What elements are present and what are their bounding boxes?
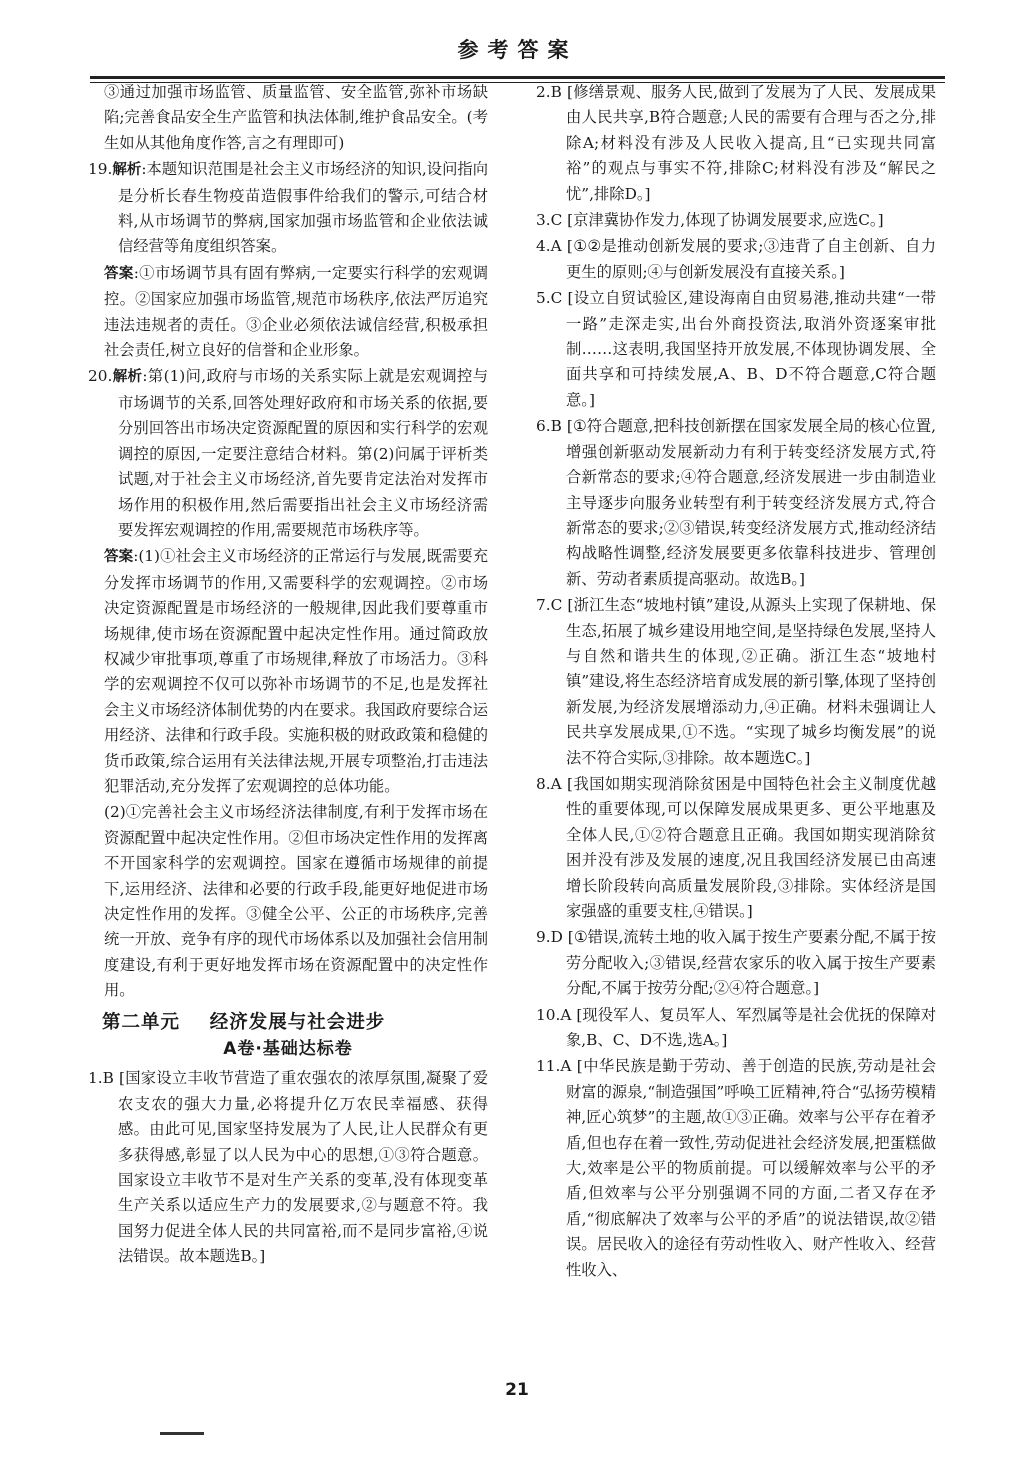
left-column (88, 80, 488, 1271)
answer-item (536, 80, 936, 207)
item-number: 1.B (88, 1069, 114, 1088)
footer-mark (160, 1432, 204, 1435)
answer-item (536, 234, 936, 285)
item-number: 9.D (536, 928, 563, 947)
item-number: 7.C (536, 596, 563, 615)
item-label: 答案 (104, 265, 134, 282)
answer-item (536, 1003, 936, 1054)
item-text: [现役军人、复员军人、军烈属等是社会优抚的保障对象,B、C、D不选,选A。] (566, 1005, 936, 1050)
answer-paragraph (88, 544, 488, 799)
item-number: 6.B (536, 417, 562, 436)
item-number: 4.A (536, 237, 562, 256)
item-text: [国家设立丰收节营造了重农强农的浓厚氛围,凝聚了爱农支农的强大力量,必将提升亿万农民幸福感、获得感。由此可见,国家坚持发展为了人民,让人民群众有更多获得感,彰显了以人民为中心的思想,①③符合题意。国家设立丰收节不是对生产关系的变革,没有体现变革生产关系以适应生产力的发展要求,②与题意不符。我国努力促进全体人民的共同富裕,而不是同步富裕,④说法错误。故本题选B。] (113, 1069, 488, 1266)
answer-paragraph (88, 800, 488, 1003)
answer-item (536, 772, 936, 924)
item-label: 解析 (112, 162, 142, 179)
item-number: 2.B (536, 83, 562, 101)
item-number: 20. (88, 367, 113, 386)
item-label: 解析 (112, 369, 143, 386)
answer-item (536, 1054, 936, 1283)
item-text: [①错误,流转土地的收入属于按生产要素分配,不属于按劳分配收入;③错误,经营农家乐的收入属于按生产要素分配,不属于按劳分配;②④符合题意。] (562, 928, 936, 998)
answer-paragraph (88, 80, 488, 156)
page-header (90, 28, 945, 88)
item-text: ③通过加强市场监管、质量监管、安全监管,弥补市场缺陷;完善食品安全生产监管和执法体制,维护食品安全。(考生如从其他角度作答,言之有理即可) (104, 83, 488, 152)
item-number: 8.A (536, 774, 562, 793)
answer-item (536, 208, 936, 233)
unit-heading: 第二单元 经济发展与社会进步 (102, 1011, 386, 1033)
item-text: [设立自贸试验区,建设海南自由贸易港,推动共建“一带一路”走深走实,出台外商投资法,取消外资逐案审批制……这表明,我国坚持开放发展,不体现协调发展、全面共享和可持续发展,A、B、D不符合题意,C符合题意。] (562, 289, 936, 409)
page-number: 21 (505, 1380, 529, 1400)
item-text: [①②是推动创新发展的要求;③违背了自主创新、自力更生的原则;④与创新发展没有直接关系。] (561, 237, 936, 281)
answer-item (88, 157, 488, 260)
answer-item (536, 286, 936, 413)
item-text: (2)①完善社会主义市场经济法律制度,有利于发挥市场在资源配置中起决定性作用。②但市场决定性作用的发挥离不开国家科学的宏观调控。国家在遵循市场规律的前提下,运用经济、法律和必要的行政手段,能更好地促进市场决定性作用的发挥。③健全公平、公正的市场秩序,完善统一开放、竞争有序的现代市场体系以及加强社会信用制度建设,有利于更好地发挥市场在资源配置中的决定性作用。 (104, 803, 488, 1000)
item-number: 10.A (536, 1005, 572, 1024)
item-number: 3.C (536, 211, 563, 230)
item-text: :第(1)问,政府与市场的关系实际上就是宏观调控与市场调节的关系,回答处理好政府和市场关系的依据,要分别回答出市场决定资源配置的原因和实行科学的宏观调控的原因,一定要注意结合材料。第(2)问属于评析类试题,对于社会主义市场经济,首先要肯定法治对发挥市场作用的积极作用,然后需要指出社会主义市场经济需要发挥宏观调控的作用,需要规范市场秩序等。 (118, 367, 489, 539)
item-number: 5.C (536, 289, 563, 308)
answer-item (88, 1066, 488, 1269)
right-column (536, 80, 936, 1284)
item-label: 答案 (104, 549, 134, 566)
item-text: [我国如期实现消除贫困是中国特色社会主义制度优越性的重要体现,可以保障发展成果更多、更公平地惠及全体人民,①②符合题意且正确。我国如期实现消除贫困并没有涉及发展的速度,况且我国经济发展已由高速增长阶段转向高质量发展阶段,③排除。实体经济是国家强盛的重要支柱,④错误。] (561, 774, 936, 920)
item-text: [浙江生态“坡地村镇”建设,从源头上实现了保耕地、保生态,拓展了城乡建设用地空间,是坚持绿色发展,坚持人与自然和谐共生的体现,②正确。浙江生态“坡地村镇”建设,将生态经济培育成发展的新引擎,体现了坚持创新发展,为经济发展增添动力,④正确。材料未强调让人民共享发展成果,①不选。“实现了城乡均衡发展”的说法不符合实际,③排除。故本题选C。] (562, 596, 936, 767)
item-text: [中华民族是勤于劳动、善于创造的民族,劳动是社会财富的源泉,“制造强国”呼唤工匠精神,符合“弘扬劳模精神,匠心筑梦”的主题,故①③正确。效率与公平存在着矛盾,但也存在着一致性,劳动促进社会经济发展,把蛋糕做大,效率是公平的物质前提。可以缓解效率与公平的矛盾,但效率与公平分别强调不同的方面,二者又存在矛盾,“彻底解决了效率与公平的矛盾”的说法错误,故②错误。居民收入的途径有劳动性收入、财产性收入、经营性收入、 (566, 1057, 936, 1279)
header-rule-thick (90, 76, 945, 79)
item-text: [修缮景观、服务人民,做到了发展为了人民、发展成果由人民共享,B符合题意;人民的需要有合理与否之分,排除A;材料没有涉及人民收入提高,且“已实现共同富裕”的观点与事实不符,排除C;材料没有涉及“解民之忧”,排除D。] (561, 83, 936, 203)
item-number: 11.A (536, 1057, 572, 1076)
header-title: 参考答案 (457, 38, 578, 62)
item-text: :①市场调节具有固有弊病,一定要实行科学的宏观调控。②国家应加强市场监管,规范市场秩序,依法严厉追究违法违规者的责任。③企业必须依法诚信经营,积极承担社会责任,树立良好的信誉和企业形象。 (104, 263, 488, 360)
unit-subheading: A卷·基础达标卷 (223, 1039, 353, 1060)
answer-item (536, 593, 936, 771)
answer-paragraph (88, 261, 488, 364)
item-text: :本题知识范围是社会主义市场经济的知识,设问指向是分析长春生物疫苗造假事件给我们的警示,可结合材料,从市场调节的弊病,国家加强市场监管和企业依法诚信经营等角度组织答案。 (118, 160, 488, 256)
item-text: :(1)①社会主义市场经济的正常运行与发展,既需要充分发挥市场调节的作用,又需要科学的宏观调控。②市场决定资源配置是市场经济的一般规律,因此我们要尊重市场规律,使市场在资源配置中起决定性作用。通过简政放权减少审批事项,尊重了市场规律,释放了市场活力。③科学的宏观调控不仅可以弥补市场调节的不足,也是发挥社会主义市场经济体制优势的内在要求。我国政府要综合运用经济、法律和行政手段。实施积极的财政政策和稳健的货币政策,综合运用有关法律法规,开展专项整治,打击违法犯罪活动,充分发挥了宏观调控的总体功能。 (104, 547, 489, 795)
item-number: 19. (88, 160, 113, 179)
answer-item (88, 364, 488, 543)
answer-item (536, 414, 936, 592)
item-text: [①符合题意,把科技创新摆在国家发展全局的核心位置,增强创新驱动发展新动力有利于转变经济发展方式,符合新常态的要求;④符合题意,经济发展进一步由制造业主导逐步向服务业转型有利于转变经济发展方式,符合新常态的要求;②③错误,转变经济发展方式,推动经济结构战略性调整,经济发展要更多依靠科技进步、管理创新、劳动者素质提高驱动。故选B。] (561, 417, 936, 588)
item-text: [京津冀协作发力,体现了协调发展要求,应选C。] (562, 211, 884, 230)
answer-item (536, 925, 936, 1001)
